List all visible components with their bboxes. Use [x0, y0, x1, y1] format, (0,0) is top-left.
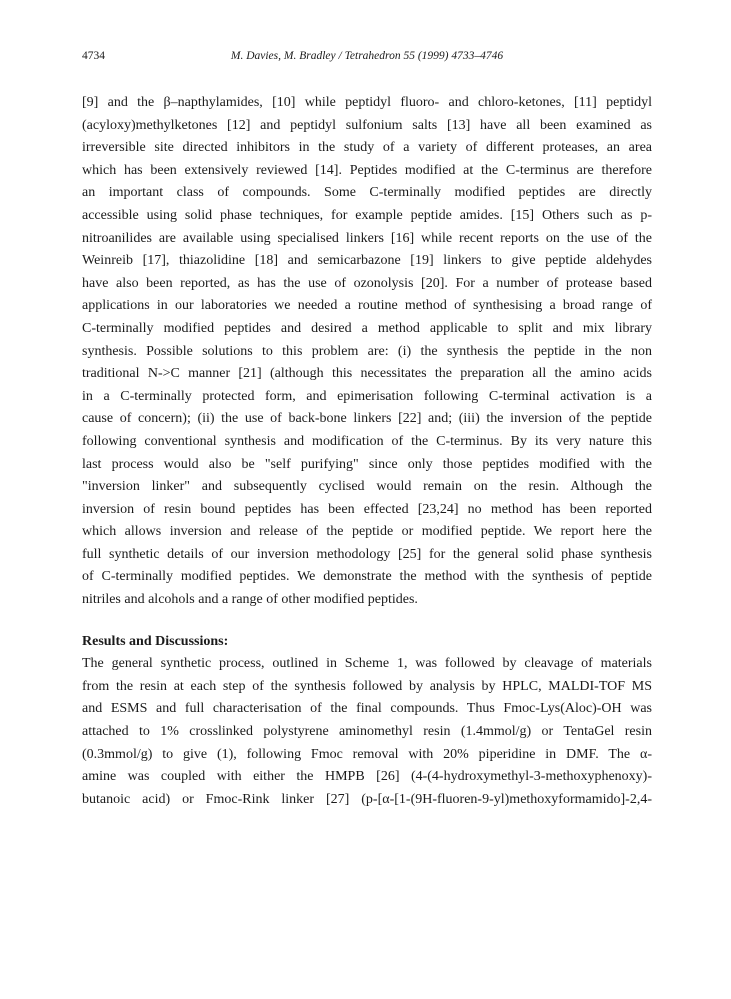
- text-line: (0.3mmol/g) to give (1), following Fmoc removal with 20% piperidine in DMF. The α-: [82, 746, 652, 762]
- page-number: 4734: [82, 50, 105, 62]
- text-line: C-terminally modified peptides and desired a method applicable to split and mix library: [82, 320, 652, 336]
- text-line: attached to 1% crosslinked polystyrene aminomethyl resin (1.4mmol/g) or TentaGel resin: [82, 724, 652, 740]
- paragraph-gap: [82, 612, 652, 631]
- text-line: which allows inversion and release of the peptide or modified peptide. We report here the: [82, 524, 652, 540]
- results-paragraph: [82, 653, 652, 811]
- text-line: "inversion linker" and subsequently cyclised would remain on the resin. Although the: [82, 479, 652, 495]
- text-line: following conventional synthesis and modification of the C-terminus. By its very nature this: [82, 433, 652, 449]
- text-line: which has been extensively reviewed [14]. Peptides modified at the C-terminus are therefore: [82, 162, 652, 178]
- body-text: [82, 92, 652, 811]
- text-line: from the resin at each step of the synthesis followed by analysis by HPLC, MALDI-TOF MS: [82, 678, 652, 694]
- text-line: irreversible site directed inhibitors in the study of a variety of different proteases, an area: [82, 140, 652, 156]
- text-line: The general synthetic process, outlined in Scheme 1, was followed by cleavage of materials: [82, 656, 652, 672]
- text-line: traditional N->C manner [21] (although this necessitates the preparation all the amino acids: [82, 366, 652, 382]
- section-heading: Results and Discussions:: [82, 633, 229, 649]
- text-line: an important class of compounds. Some C-terminally modified peptides are directly: [82, 185, 652, 201]
- text-line: nitroanilides are available using specialised linkers [16] while recent reports on the use of the: [82, 230, 652, 246]
- text-line: and ESMS and full characterisation of the final compounds. Thus Fmoc-Lys(Aloc)-OH was: [82, 701, 652, 717]
- text-line: nitriles and alcohols and a range of other modified peptides.: [82, 592, 418, 608]
- text-line: [9] and the β–napthylamides, [10] while peptidyl fluoro- and chloro-ketones, [11] peptidyl: [82, 95, 652, 110]
- text-line: synthesis. Possible solutions to this problem are: (i) the synthesis the peptide in the non: [82, 343, 652, 359]
- text-line: inversion of resin bound peptides has been effected [23,24] no method has been reported: [82, 501, 652, 517]
- text-line: accessible using solid phase techniques, for example peptide amides. [15] Others such as p-: [82, 207, 652, 223]
- text-line: amine was coupled with either the HMPB [26] (4-(4-hydroxymethyl-3-methoxyphenoxy)-: [82, 769, 652, 785]
- text-line: last process would also be "self purifying" since only those peptides modified with the: [82, 456, 652, 472]
- intro-paragraph: [82, 92, 652, 612]
- text-line: in a C-terminally protected form, and epimerisation following C-terminal activation is a: [82, 388, 652, 404]
- text-line: (acyloxy)methylketones [12] and peptidyl sulfonium salts [13] have all been examined as: [82, 117, 652, 133]
- text-line: cause of concern); (ii) the use of back-bone linkers [22] and; (iii) the inversion of the peptide: [82, 411, 652, 427]
- running-header: [82, 50, 652, 66]
- text-line: of C-terminally modified peptides. We demonstrate the method with the synthesis of peptide: [82, 569, 652, 585]
- text-line: Weinreib [17], thiazolidine [18] and semicarbazone [19] linkers to give peptide aldehydes: [82, 253, 652, 269]
- running-title: M. Davies, M. Bradley / Tetrahedron 55 (1999) 4733–4746: [230, 50, 504, 62]
- text-line: applications in our laboratories we needed a routine method of synthesising a broad range of: [82, 298, 652, 314]
- text-line: full synthetic details of our inversion methodology [25] for the general solid phase synthesis: [82, 546, 652, 562]
- text-line: butanoic acid) or Fmoc-Rink linker [27] (p-[α-[1-(9H-fluoren-9-yl)methoxyformamido]-2,4-: [82, 791, 652, 807]
- text-line: have also been reported, as has the use of ozonolysis [20]. For a number of protease based: [82, 275, 652, 291]
